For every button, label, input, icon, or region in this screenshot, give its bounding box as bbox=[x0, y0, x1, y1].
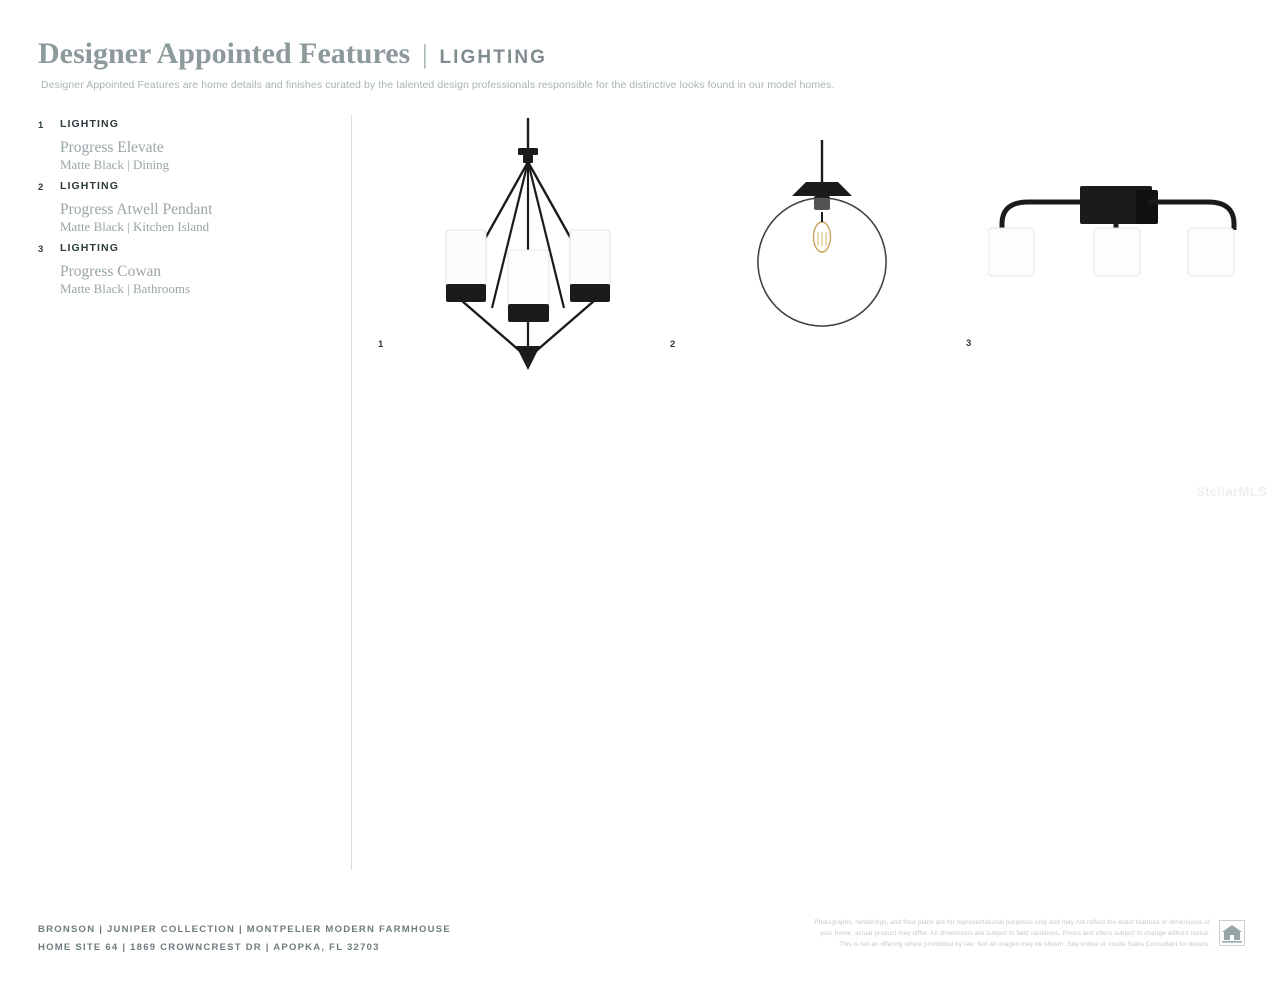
figure-label: 1 bbox=[378, 339, 384, 350]
list-item-number: 3 bbox=[38, 244, 44, 255]
shade bbox=[570, 230, 610, 302]
list-item bbox=[38, 242, 338, 298]
list-item bbox=[38, 118, 338, 174]
list-item-description: Matte Black | Bathrooms bbox=[60, 281, 191, 297]
page-title-sub: LIGHTING bbox=[439, 47, 548, 68]
page-title bbox=[38, 38, 1238, 70]
figure-label: 3 bbox=[966, 338, 972, 349]
list-item-description: Matte Black | Dining bbox=[60, 157, 170, 173]
page-subtitle: Designer Appointed Features are home details and finishes curated by the talented design professionals responsible for the distinctive looks found in our model homes. bbox=[41, 79, 835, 91]
list-item-number: 1 bbox=[38, 120, 44, 131]
list-item-category: LIGHTING bbox=[60, 118, 119, 130]
page-title-main: Designer Appointed Features bbox=[38, 37, 411, 70]
page-title-separator: | bbox=[422, 40, 428, 69]
list-item-category: LIGHTING bbox=[60, 180, 119, 192]
cowan-vanity-light-icon bbox=[988, 180, 1248, 290]
equal-housing-opportunity-icon bbox=[1219, 920, 1245, 946]
page-header bbox=[38, 38, 1238, 91]
list-item-number: 2 bbox=[38, 182, 44, 193]
watermark: StellarMLS bbox=[1196, 484, 1268, 499]
disclaimer-line-1: Photographs, renderings, and floor plans are for representational purposes only and may not reflect the exact features or dimensions of bbox=[814, 919, 1210, 926]
atwell-globe-pendant-icon bbox=[742, 140, 902, 360]
list-item-category: LIGHTING bbox=[60, 242, 119, 254]
shade bbox=[508, 250, 549, 322]
product-image-cowan-vanity bbox=[966, 180, 1248, 349]
disclaimer-line-2: your home; actual product may differ. All dimensions are subject to field variations. Prices and offers subject to change without notice. bbox=[819, 930, 1210, 938]
shade bbox=[446, 230, 486, 302]
list-item-description: Matte Black | Kitchen Island bbox=[60, 219, 210, 235]
list-item-name: Progress Cowan bbox=[60, 262, 162, 280]
list-item bbox=[38, 180, 338, 236]
footer-address-block bbox=[38, 921, 451, 956]
list-item-name: Progress Atwell Pendant bbox=[60, 200, 213, 218]
product-image-elevate-chandelier bbox=[378, 118, 640, 378]
footer-disclaimer bbox=[648, 917, 1210, 951]
legend-list bbox=[38, 118, 338, 304]
product-image-atwell-pendant bbox=[670, 140, 902, 360]
footer-line-2: HOME SITE 64 | 1869 CROWNCREST DR | APOPKA, FL 32703 bbox=[38, 941, 380, 953]
list-item-name: Progress Elevate bbox=[60, 138, 164, 156]
footer-line-1: BRONSON | JUNIPER COLLECTION | MONTPELIER MODERN FARMHOUSE bbox=[38, 924, 451, 935]
elevate-chandelier-icon bbox=[430, 118, 640, 378]
figure-label: 2 bbox=[670, 339, 676, 350]
vertical-divider bbox=[351, 115, 352, 870]
disclaimer-line-3: This is not an offering where prohibited by law. Not all images may be shown. See online or onsite Sales Consultant for details. bbox=[839, 941, 1210, 949]
